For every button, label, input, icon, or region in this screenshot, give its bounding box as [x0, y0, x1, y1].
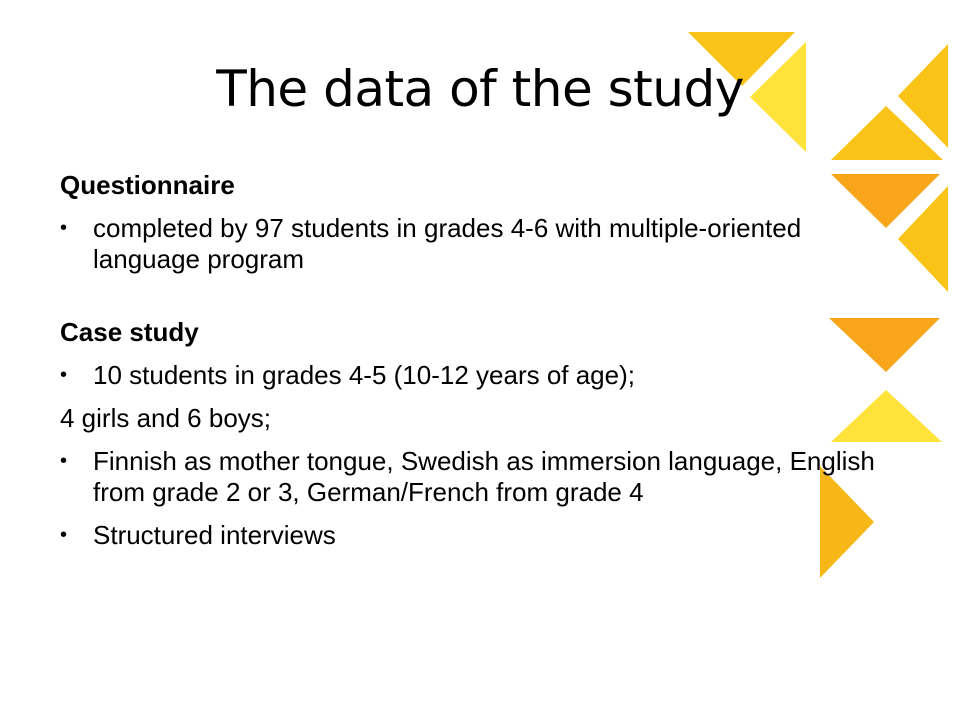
case-study-heading: Case study [60, 317, 199, 347]
bullet-dot: • [60, 217, 68, 239]
questionnaire-heading: Questionnaire [60, 170, 235, 200]
bullet-dot: • [60, 524, 68, 546]
case-bullet-interviews [60, 520, 900, 551]
bullet-dot: • [60, 364, 68, 386]
questionnaire-bullet [60, 213, 900, 275]
case-bullet-age-text: 10 students in grades 4-5 (10-12 years of age); [93, 360, 635, 390]
slide-body [60, 170, 900, 551]
bullet-dot: • [60, 450, 68, 472]
questionnaire-bullet-text: completed by 97 students in grades 4-6 with multiple-oriented language program [93, 213, 802, 274]
slide-title: The data of the study [216, 60, 744, 118]
case-bullet-interviews-text: Structured interviews [93, 520, 336, 550]
case-gender-line: 4 girls and 6 boys; [60, 403, 272, 433]
case-bullet-languages-text: Finnish as mother tongue, Swedish as immersion language, English from grade 2 or 3, German/French from grade 4 [93, 446, 875, 507]
case-bullet-languages [60, 446, 883, 508]
case-bullet-age [60, 360, 900, 391]
